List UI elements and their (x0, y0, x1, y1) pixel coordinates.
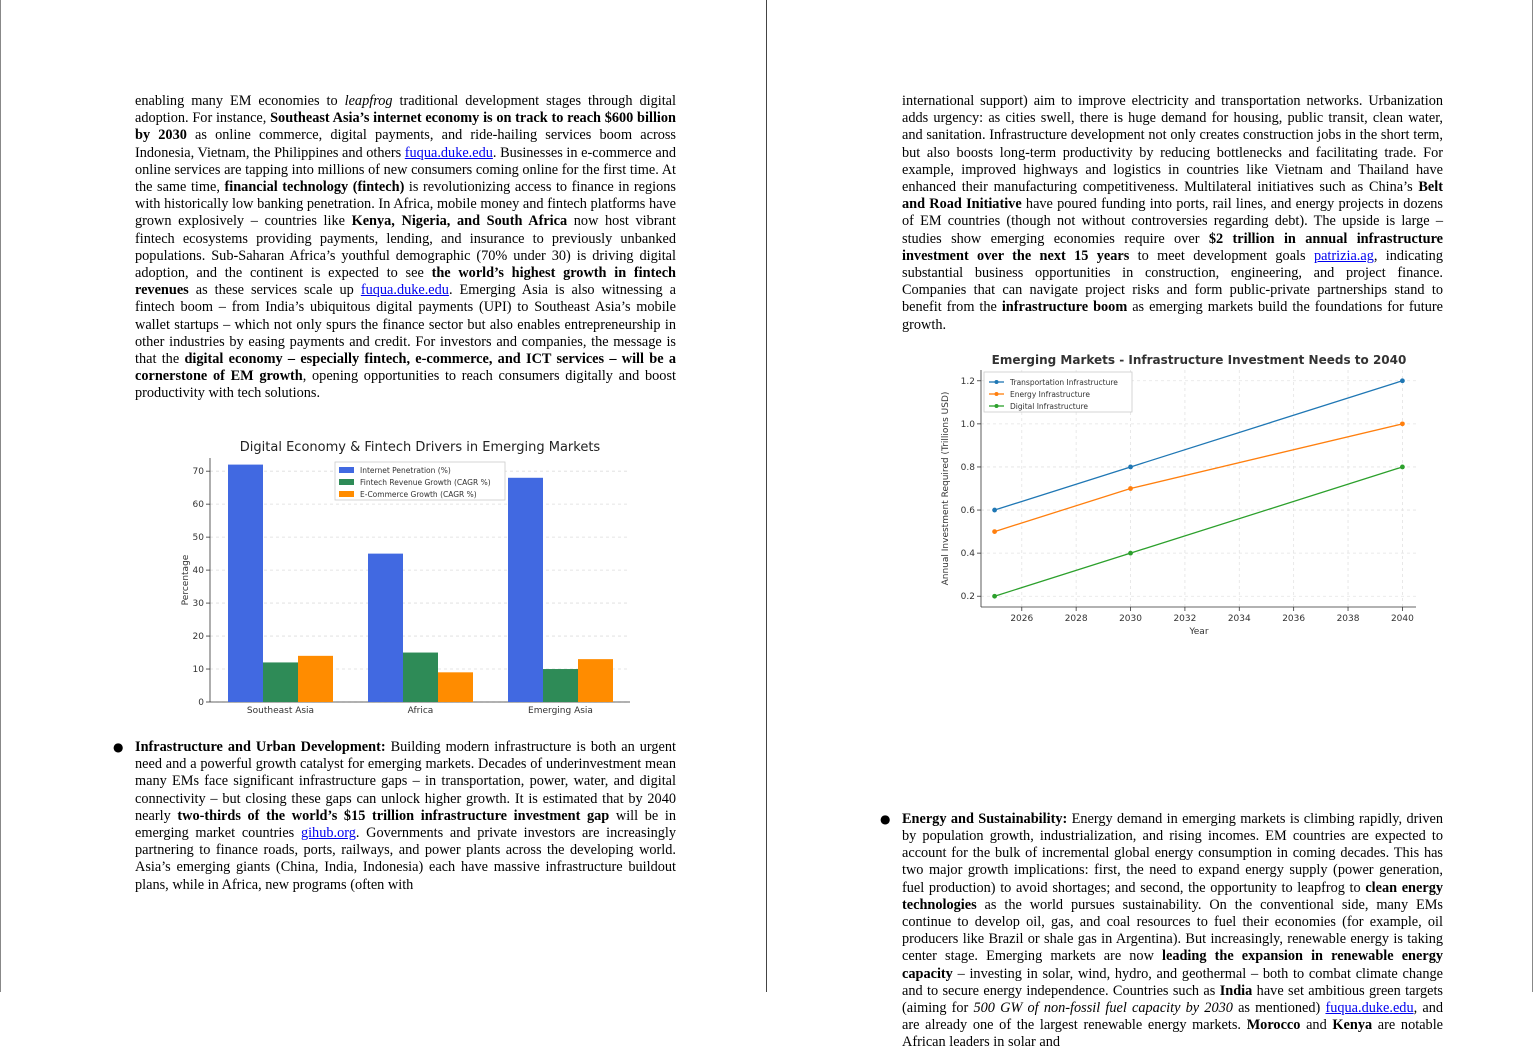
bold-text: Kenya (1332, 1017, 1373, 1034)
bold-text: infrastructure boom (1001, 299, 1128, 316)
legend-label: E-Commerce Growth (CAGR %) (360, 490, 477, 499)
text-run: . Emerging Asia is also witnessing a fintech boom – from India’s ubiquitous digital payments (UPI) to Southeast Asia’s mobile wallet startups – which not only spurs the finance sector but also enables entrepreneurship in other industries by easing payments and credit. For investors and companies, the message is that the (135, 282, 676, 368)
text-run: . Governments and private investors are increasingly partnering to finance roads, ports, railways, and power plants across the developing world. Asia’s emerging giants (China, India, Indonesia) each have massive infrastructure buildout plans, while in Africa, new programs (often with (135, 825, 676, 893)
page-divider (766, 0, 767, 992)
digital-economy-bar-chart (170, 436, 640, 721)
bullet-energy (880, 810, 1444, 1052)
x-tick-label: 2028 (1064, 614, 1088, 624)
legend-label: Energy Infrastructure (1010, 390, 1090, 399)
page-edge-left (0, 0, 1, 992)
bar-emerging-asia-1 (543, 669, 578, 702)
data-point (1128, 465, 1133, 470)
data-point (992, 508, 997, 513)
legend-swatch (339, 479, 354, 485)
text-run: Building modern infrastructure is both an urgent need and a powerful growth catalyst for emerging markets. Decades of underinvestment mean many EMs face significant infrastructure gaps – in transportation, power, water, and digital connectivity – but closing these gaps can unlock higher growth. It is estimated that by 2040 nearly (135, 739, 676, 824)
y-tick-label: 1.0 (960, 419, 975, 430)
bold-text: $2 trillion in annual infrastructure investment over the next 15 years (902, 230, 1443, 264)
source-link[interactable]: fuqua.duke.edu (1325, 1000, 1414, 1017)
bold-text: clean energy technologies (902, 879, 1443, 913)
source-link[interactable]: patrizia.ag (1313, 247, 1374, 264)
text-run: . Businesses in e-commerce and online services are tapping into millions of new consumers coming online for the first time. At the same time, (135, 144, 676, 196)
data-point (1400, 378, 1405, 383)
bold-text: Belt and Road Initiative (902, 179, 1443, 213)
data-point (992, 594, 997, 599)
y-tick-label: 40 (192, 566, 204, 577)
text-run: have set ambitious green targets (aiming for (902, 982, 1443, 1017)
bar-southeast-asia-0 (228, 465, 263, 702)
bold-text: leading the expansion in renewable energy capacity (902, 948, 1444, 982)
bold-text: digital economy – especially fintech, e-commerce, and ICT services – will be a cornerstone of EM growth (135, 351, 676, 385)
text-run: will be in emerging market countries (135, 807, 676, 842)
x-axis-label: Year (1189, 627, 1209, 637)
chart-title: Emerging Markets - Infrastructure Investment Needs to 2040 (991, 353, 1407, 367)
infrastructure-line-chart (935, 348, 1414, 638)
text-run: Energy demand in emerging markets is climbing rapidly, driven by population growth, industrialization, and rising incomes. EM countries are expected to account for the bulk of incremental global energy consumption in coming decades. This has two major growth implications: first, the need to expand energy supply (power generation, fuel production) to avoid shortages; and second, the opportunity to leapfrog to (902, 810, 1443, 896)
text-run: as mentioned) (1232, 1000, 1326, 1017)
left-paragraph-digital (135, 93, 676, 403)
italic-text: 500 GW of non-fossil fuel capacity by 2030 (973, 1000, 1233, 1017)
y-axis-label: Percentage (181, 554, 191, 606)
bold-text: financial technology (fintech) (224, 179, 405, 196)
bar-emerging-asia-2 (578, 659, 613, 702)
chart-title: Digital Economy & Fintech Drivers in Emerging Markets (239, 440, 601, 455)
data-point (1400, 465, 1405, 470)
bold-text: India (1219, 982, 1253, 999)
y-tick-label: 20 (192, 632, 204, 643)
line-series-1 (995, 424, 1403, 532)
bar-africa-0 (368, 554, 403, 702)
italic-text: leapfrog (344, 93, 393, 109)
x-tick-label: 2040 (1390, 614, 1414, 624)
text-run: as emerging markets build the foundations for future growth. (902, 299, 1443, 333)
legend-marker (995, 380, 999, 384)
y-tick-label: 0.2 (960, 592, 975, 603)
source-link[interactable]: fuqua.duke.edu (404, 144, 493, 161)
x-tick-label: 2032 (1173, 614, 1197, 624)
text-run: international support) aim to improve electricity and transportation networks. Urbanization adds urgency: as cities swell, there is huge demand for housing, public transit, clean water, and sanitation. Infrastructure development not only creates construction jobs in the short term, but also boosts long-term productivity by reducing bottlenecks and facilitating trade. For example, improved highways and logistics in countries like Vietnam and Thailand have enhanced their manufacturing competitiveness. Multilateral initiatives such as China’s (902, 93, 1443, 196)
y-tick-label: 70 (192, 467, 204, 478)
y-axis-label: Annual Investment Required (Trillions USD) (941, 391, 951, 586)
text-run: , opening opportunities to reach consumers digitally and boost productivity with tech solutions. (135, 368, 676, 402)
bar-southeast-asia-1 (263, 662, 298, 702)
right-paragraph-infrastructure (902, 93, 1443, 334)
right-para1-text (902, 93, 1443, 334)
text-run: traditional development stages through digital adoption. For instance, (135, 93, 676, 127)
bold-text: the world’s highest growth in fintech revenues (135, 265, 676, 299)
text-run: is revolutionizing access to finance in regions with historically low banking penetration. In Africa, mobile money and fintech platforms have grown explosively – countries like (135, 179, 676, 230)
x-tick-label: 2030 (1119, 614, 1142, 624)
text-run: as the world pursues sustainability. On the conventional side, many EMs continue to develop oil, gas, and coal resources to fuel their economies (for example, oil producers like Brazil or shale gas in Argentina). But increasingly, renewable energy is taking center stage. Emerging markets are now (902, 896, 1443, 965)
x-tick-label: Emerging Asia (528, 706, 593, 716)
text-run: as these services scale up (188, 282, 361, 299)
bar-africa-1 (403, 653, 438, 702)
x-tick-label: 2026 (1010, 614, 1034, 624)
y-tick-label: 10 (192, 665, 204, 676)
y-tick-label: 50 (192, 533, 204, 544)
bar-southeast-asia-2 (298, 656, 333, 702)
x-tick-label: 2034 (1227, 614, 1251, 624)
text-run: , indicating substantial business opportunities in construction, engineering, and project finance. Companies that can navigate project risks and form public-private partnerships stand to benefit from the (902, 247, 1443, 316)
legend-label: Digital Infrastructure (1010, 402, 1089, 411)
legend-label: Internet Penetration (%) (360, 466, 451, 475)
data-point (1400, 421, 1405, 426)
y-tick-label: 1.2 (960, 376, 975, 387)
text-run: have poured funding into ports, rail lines, and energy projects in dozens of EM countries (though not without controversies regarding debt). The upside is large – studies show emerging economies require over (902, 196, 1443, 247)
y-tick-label: 0.8 (960, 462, 975, 473)
page-edge-right (1532, 0, 1533, 992)
bold-text: Kenya, Nigeria, and South Africa (351, 213, 568, 230)
y-tick-label: 0.6 (960, 506, 975, 517)
legend-label: Fintech Revenue Growth (CAGR %) (360, 478, 491, 487)
legend-swatch (339, 491, 354, 497)
bold-text: Energy and Sustainability: (902, 810, 1068, 827)
y-tick-label: 0.4 (960, 549, 975, 560)
bullet-dot: ● (880, 811, 891, 826)
data-point (1128, 486, 1133, 491)
bold-text: two-thirds of the world’s $15 trillion infrastructure investment gap (177, 807, 610, 824)
text-run: – investing in solar, wind, hydro, and geothermal – both to combat climate change and to secure energy independence. Countries such as (902, 965, 1443, 999)
bold-text: Morocco (1246, 1017, 1301, 1034)
bold-text: Infrastructure and Urban Development: (135, 739, 386, 755)
text-run: to meet development goals (1129, 247, 1314, 264)
x-tick-label: 2036 (1282, 614, 1306, 624)
x-tick-label: Southeast Asia (246, 706, 315, 716)
text-run: enabling many EM economies to (135, 93, 345, 109)
text-run: now host vibrant fintech ecosystems providing payments, lending, and insurance to previously unbanked populations. Sub-Saharan Africa’s youthful demographic (70% under 30) is driving digital adoption, and the continent is expected to see (135, 213, 676, 282)
data-point (1128, 551, 1133, 556)
text-run: and (1300, 1017, 1333, 1034)
bar-emerging-asia-0 (508, 478, 543, 702)
legend-marker (995, 392, 999, 396)
text-run: as online commerce, digital payments, and ride-hailing services boom across Indonesia, Vietnam, the Philippines and others (135, 127, 676, 161)
left-para1-text (135, 93, 676, 403)
data-point (992, 529, 997, 534)
y-tick-label: 30 (192, 599, 204, 610)
right-para2-text (902, 811, 1443, 1052)
bullet-infrastructure (113, 739, 676, 894)
legend-marker (995, 404, 999, 408)
x-tick-label: Africa (407, 706, 434, 716)
bold-text: Southeast Asia’s internet economy is on track to reach $600 billion by 2030 (135, 110, 676, 144)
y-tick-label: 0 (198, 698, 204, 708)
y-tick-label: 60 (192, 500, 204, 511)
line-series-2 (995, 467, 1403, 596)
legend-label: Transportation Infrastructure (1010, 378, 1118, 387)
left-para2-text (135, 739, 676, 894)
text-run: are notable African leaders in solar and (902, 1017, 1444, 1051)
x-tick-label: 2038 (1336, 614, 1360, 624)
legend-swatch (339, 467, 354, 473)
text-run: , and are already one of the largest renewable energy markets. (902, 1000, 1444, 1034)
bar-africa-2 (438, 672, 473, 702)
bullet-dot: ● (113, 740, 124, 754)
source-link[interactable]: fuqua.duke.edu (360, 282, 449, 299)
source-link[interactable]: gihub.org (300, 825, 356, 842)
